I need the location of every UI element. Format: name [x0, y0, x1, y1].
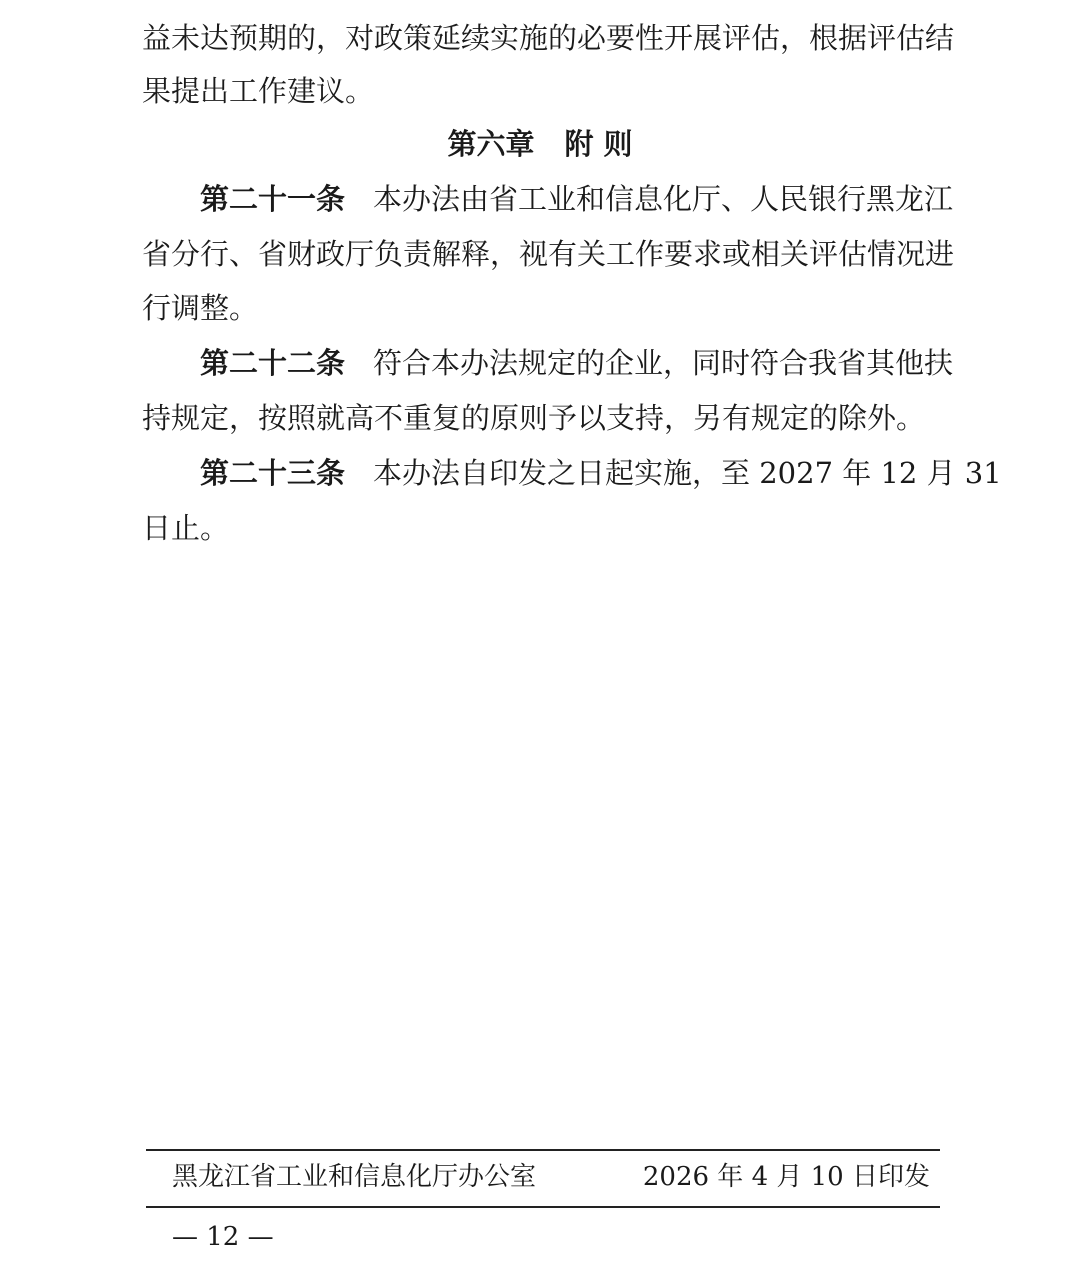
article-21-label: 第二十一条 — [200, 182, 346, 216]
article-21-text-1: 本办法由省工业和信息化厅、人民银行黑龙江 — [373, 182, 954, 216]
chapter-name: 附 则 — [564, 127, 633, 161]
footer-bottom-rule — [146, 1206, 940, 1208]
chapter-number: 第六章 — [447, 127, 535, 161]
footer-issue-date: 2026 年 4 月 10 日印发 — [642, 1162, 930, 1192]
chapter-title — [0, 126, 1080, 162]
intro-text-line-1: 益未达预期的，对政策延续实施的必要性开展评估，根据评估结 — [142, 21, 955, 55]
footer-top-rule — [146, 1149, 940, 1151]
article-21-line-2: 省分行、省财政厅负责解释，视有关工作要求或相关评估情况进 — [142, 237, 955, 271]
article-22-label: 第二十二条 — [200, 346, 346, 380]
article-23-line-2: 日止。 — [142, 511, 230, 545]
article-22-line-2: 持规定，按照就高不重复的原则予以支持，另有规定的除外。 — [142, 401, 926, 435]
article-23-text-1: 本办法自印发之日起实施，至 2027 年 12 月 31 — [373, 456, 1002, 490]
article-23-line-1 — [200, 455, 1002, 491]
article-22-line-1 — [200, 345, 954, 381]
footer-issuer: 黑龙江省工业和信息化厅办公室 — [172, 1162, 537, 1192]
article-22-text-1: 符合本办法规定的企业，同时符合我省其他扶 — [373, 346, 954, 380]
page-number: — 12 — — [172, 1222, 274, 1252]
article-21-line-1 — [200, 181, 954, 217]
intro-text-line-2: 果提出工作建议。 — [142, 74, 375, 108]
article-21-line-3: 行调整。 — [142, 291, 259, 325]
article-23-label: 第二十三条 — [200, 456, 346, 490]
